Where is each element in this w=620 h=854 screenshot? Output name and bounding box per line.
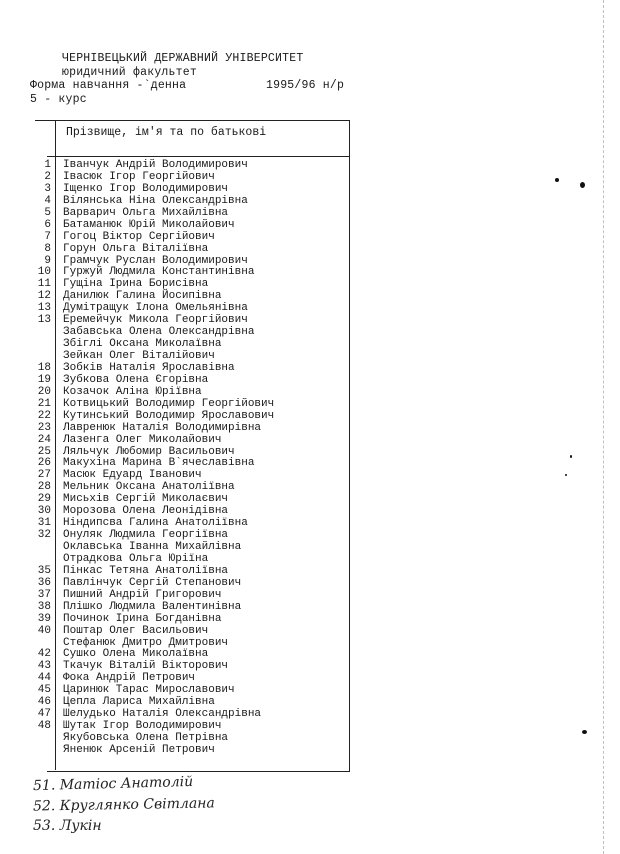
student-name: Плішко Людмила Валентинівна xyxy=(63,600,242,613)
student-name: Забавська Олена Олександрівна xyxy=(63,326,255,339)
student-name: Отрадкова Ольга Юріїна xyxy=(63,552,209,565)
row-number: 3 xyxy=(44,182,51,195)
row-number: 9 xyxy=(44,254,51,267)
course-label: 5 - курс xyxy=(30,93,87,106)
student-name: Вілянська Ніна Олександрівна xyxy=(63,194,248,207)
row-number: 39 xyxy=(37,612,51,625)
student-name: Макухіна Марина В`ячеславівна xyxy=(63,457,255,470)
ink-speck xyxy=(580,182,585,188)
student-name: Яненюк Арсеній Петрович xyxy=(63,743,215,756)
row-number: 5 xyxy=(44,206,51,219)
student-name: Лазенга Олег Миколайович xyxy=(63,433,222,446)
student-name: Масюк Едуард Іванович xyxy=(63,469,202,482)
row-number: 48 xyxy=(37,720,51,733)
row-number: 36 xyxy=(37,576,51,589)
row-number: 28 xyxy=(37,481,51,494)
row-number: 31 xyxy=(37,517,51,530)
row-number: 30 xyxy=(37,505,51,518)
row-number: 25 xyxy=(37,445,51,458)
table-row xyxy=(30,578,360,590)
row-number: 37 xyxy=(37,588,51,601)
student-name: Мисьхів Сергій Миколаєвич xyxy=(63,493,229,506)
row-number: 27 xyxy=(37,469,51,482)
table-row xyxy=(30,387,360,399)
row-number: 20 xyxy=(37,385,51,398)
row-number: 2 xyxy=(44,170,51,183)
student-name: Котвицький Володимир Георгійович xyxy=(63,397,275,410)
table-header-divider xyxy=(47,156,349,157)
row-number: 12 xyxy=(37,290,51,303)
row-number: 47 xyxy=(37,708,51,721)
university-title: ЧЕРНІВЕЦЬКИЙ ДЕРЖАВНИЙ УНІВЕРСИТЕТ xyxy=(62,52,304,65)
row-number: 46 xyxy=(37,696,51,709)
student-name: Гуржуй Людмила Константинівна xyxy=(63,266,255,279)
table-column-header: Прізвище, ім'я та по батькові xyxy=(66,126,267,139)
study-form: Форма навчання -`денна xyxy=(30,79,187,92)
table-row xyxy=(30,626,360,638)
row-number: 11 xyxy=(37,278,51,291)
ink-speck xyxy=(570,455,572,458)
row-number: 4 xyxy=(44,194,51,207)
table-row xyxy=(30,220,360,232)
student-name: Фока Андрій Петрович xyxy=(63,672,196,685)
row-number: 19 xyxy=(37,373,51,386)
row-number: 18 xyxy=(37,361,51,374)
row-number: 21 xyxy=(37,397,51,410)
row-number: 22 xyxy=(37,409,51,422)
ink-speck xyxy=(565,474,567,476)
table-row xyxy=(30,745,360,757)
student-name: Гогоц Віктор Сергійович xyxy=(63,230,215,243)
table-row xyxy=(30,399,360,411)
student-name: Горун Ольга Віталіївна xyxy=(63,242,209,255)
student-name: Івасюк Ігор Георгійович xyxy=(63,170,215,183)
table-row xyxy=(30,196,360,208)
student-name: Стефанюк Дмитро Дмитрович xyxy=(63,636,229,649)
student-name: Зейкан Олег Віталійович xyxy=(63,350,215,362)
page-edge-scan-line xyxy=(603,0,605,854)
student-name: Грамчук Руслан Володимирович xyxy=(63,254,248,267)
row-number: 13 xyxy=(37,314,51,327)
handwritten-entry: 53. Лукін xyxy=(33,818,102,834)
row-number: 10 xyxy=(37,266,51,279)
faculty-title: юридичний факультет xyxy=(62,66,197,79)
student-name: Думітращук Ілона Омельянівна xyxy=(63,302,248,315)
student-name: Онуляк Людмила Георгіївна xyxy=(63,529,229,542)
student-list xyxy=(30,160,360,757)
student-name: Царинюк Тарас Мирославович xyxy=(63,684,235,697)
student-name: Іщенко Ігор Володимирович xyxy=(63,182,229,195)
table-row xyxy=(30,614,360,626)
student-name: Оклавська Іванна Михайлівна xyxy=(63,541,242,553)
row-number: 32 xyxy=(37,529,51,542)
row-number: 7 xyxy=(44,230,51,243)
student-name: Цепла Лариса Михайлівна xyxy=(63,696,215,709)
row-number: 29 xyxy=(37,493,51,506)
ink-speck xyxy=(555,178,559,182)
student-name: Ніндипсва Галина Анатоліївна xyxy=(63,517,248,530)
handwritten-entry: 51. Матіос Анатолій xyxy=(32,773,194,795)
academic-year: 1995/96 н/р xyxy=(266,79,345,92)
student-name: Еремейчук Микола Георгійович xyxy=(63,314,248,327)
student-name: Кутинський Володимир Ярославович xyxy=(63,409,275,422)
row-number: 45 xyxy=(37,684,51,697)
table-row xyxy=(30,232,360,244)
row-number: 6 xyxy=(44,218,51,231)
student-name: Данилюк Галина Йосипівна xyxy=(63,290,222,303)
student-name: Лавренюк Наталія Володимирівна xyxy=(63,421,262,434)
student-name: Сушко Олена Миколаївна xyxy=(63,648,209,661)
table-row xyxy=(30,208,360,220)
student-name: Козачок Аліна Юріївна xyxy=(63,385,202,398)
row-number: 8 xyxy=(44,242,51,255)
student-name: Варварич Ольга Михайлівна xyxy=(63,206,229,219)
student-name: Ляльчук Любомир Васильович xyxy=(63,445,235,458)
student-name: Зубкова Олена Єгорівна xyxy=(63,373,209,386)
row-number: 35 xyxy=(37,564,51,577)
table-row xyxy=(30,435,360,447)
row-number: 38 xyxy=(37,600,51,613)
student-name: Шутак Ігор Володимирович xyxy=(63,720,222,733)
student-name: Мельник Оксана Анатоліївна xyxy=(63,481,235,494)
student-name: Павлінчук Сергій Степанович xyxy=(63,576,242,589)
row-number: 43 xyxy=(37,660,51,673)
table-row xyxy=(30,423,360,435)
row-number: 44 xyxy=(37,672,51,685)
student-name: Починок Ірина Богданівна xyxy=(63,612,222,625)
student-name: Ткачук Віталій Вікторович xyxy=(63,660,229,673)
row-number: 13 xyxy=(37,302,51,315)
table-row xyxy=(30,602,360,614)
student-name: Морозова Олена Леонідівна xyxy=(63,505,229,518)
row-number: 23 xyxy=(37,421,51,434)
row-number: 24 xyxy=(37,433,51,446)
table-row xyxy=(30,244,360,256)
student-name: Пишний Андрій Григорович xyxy=(63,588,222,601)
student-name: Зобків Наталія Ярославівна xyxy=(63,361,235,374)
table-row xyxy=(30,590,360,602)
student-name: Гущіна Ірина Борисівна xyxy=(63,278,209,291)
student-name: Шелудько Наталія Олександрівна xyxy=(63,708,262,721)
student-name: Батаманюк Юрій Миколайович xyxy=(63,218,235,231)
row-number: 42 xyxy=(37,648,51,661)
student-name: Якубовська Олена Петрівна xyxy=(63,732,229,744)
student-name: Збіглі Оксана Миколаївна xyxy=(63,338,222,351)
student-name: Поштар Олег Васильович xyxy=(63,624,209,637)
row-number: 1 xyxy=(44,159,51,171)
ink-speck xyxy=(582,730,587,734)
student-name: Іванчук Андрій Володимирович xyxy=(63,159,248,171)
student-name: Пінкас Тетяна Анатоліївна xyxy=(63,564,229,577)
table-row xyxy=(30,411,360,423)
handwritten-entry: 52. Круглянко Світлана xyxy=(32,795,215,815)
row-number: 26 xyxy=(37,457,51,470)
row-number: 40 xyxy=(37,624,51,637)
